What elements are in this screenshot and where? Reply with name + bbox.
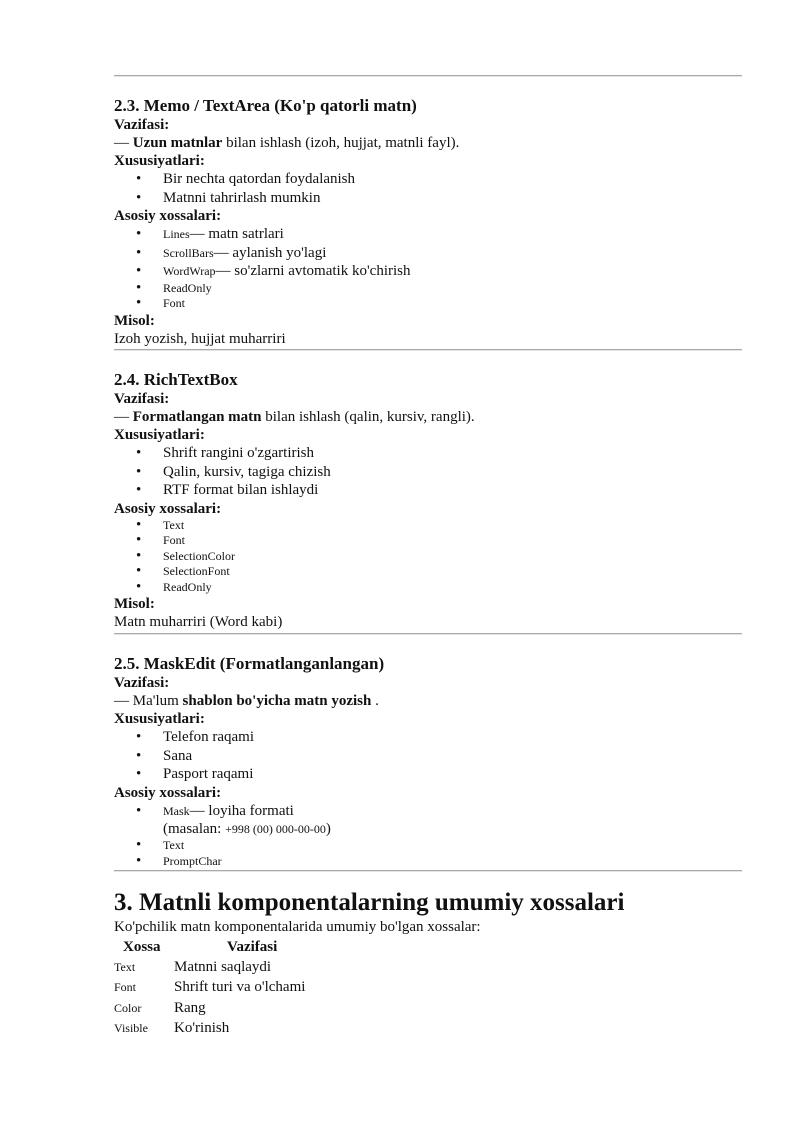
column-header: Xossa xyxy=(123,938,161,955)
section-heading-main: 3. Matnli komponentalarning umumiy xossalari xyxy=(114,889,625,916)
features-list xyxy=(114,170,754,207)
purpose-emphasis: Formatlangan matn xyxy=(132,409,262,425)
purpose-dash: — xyxy=(114,409,133,425)
table-cell: Ko'rinish xyxy=(174,1020,230,1037)
feature-item: • Pasport raqami xyxy=(114,765,754,784)
mask-example-open: (masalan: xyxy=(163,821,226,837)
purpose-label: Vazifasi: xyxy=(114,117,170,133)
property-description: — loyiha formati xyxy=(189,802,294,819)
section-heading: 2.5. MaskEdit (Formatlanganlangan) xyxy=(114,654,385,673)
purpose-text xyxy=(114,408,754,426)
property-item: • Text xyxy=(114,838,754,854)
feature-item: • Matnni tahrirlash mumkin xyxy=(114,189,754,208)
example-text: Izoh yozish, hujjat muharriri xyxy=(114,330,286,347)
purpose-text xyxy=(114,134,754,152)
property-item xyxy=(114,262,754,281)
mask-example-close: ) xyxy=(325,821,331,837)
table-cell: Text xyxy=(114,959,136,974)
example-label: Misol: xyxy=(114,596,155,612)
column-header: Vazifasi xyxy=(227,938,278,955)
example-label: Misol: xyxy=(114,312,155,329)
property-name: ScrollBars xyxy=(163,245,214,260)
properties-label: Asosiy xossalari: xyxy=(114,500,222,517)
features-label: Xususiyatlari: xyxy=(114,153,205,169)
property-name: Lines xyxy=(163,227,190,241)
property-item xyxy=(114,244,754,263)
properties-list xyxy=(114,225,754,312)
table-row xyxy=(114,1019,305,1040)
feature-item: • Qalin, kursiv, tagiga chizish xyxy=(114,463,754,482)
mask-example xyxy=(163,820,754,838)
horizontal-rule xyxy=(114,349,742,351)
horizontal-rule xyxy=(114,633,742,635)
table-row xyxy=(114,957,305,978)
properties-label: Asosiy xossalari: xyxy=(114,208,222,224)
table-cell: Shrift turi va o'lchami xyxy=(174,979,306,996)
table-row xyxy=(114,978,305,999)
mask-example-value: +998 (00) 000-00-00 xyxy=(225,822,326,836)
properties-label: Asosiy xossalari: xyxy=(114,784,222,801)
section-maskedit xyxy=(114,654,754,869)
property-description: — aylanish yo'lagi xyxy=(213,244,327,261)
property-item: • Text xyxy=(114,518,754,534)
section-heading: 2.4. RichTextBox xyxy=(114,370,238,389)
section-common-properties xyxy=(114,918,754,1039)
purpose-rest: bilan ishlash (qalin, kursiv, rangli). xyxy=(261,409,475,425)
table-cell: Matnni saqlaydi xyxy=(174,958,272,975)
features-list xyxy=(114,728,754,784)
section-memo-textarea xyxy=(114,96,754,348)
example-text: Matn muharriri (Word kabi) xyxy=(114,614,283,630)
property-item: • ReadOnly xyxy=(114,580,754,596)
features-list xyxy=(114,444,754,500)
feature-item: • Sana xyxy=(114,747,754,766)
properties-table xyxy=(114,937,305,1039)
purpose-rest: bilan ishlash (izoh, hujjat, matnli fayl). xyxy=(222,135,460,151)
properties-list xyxy=(114,802,754,870)
feature-item: • Shrift rangini o'zgartirish xyxy=(114,444,754,463)
purpose-emphasis: Uzun matnlar xyxy=(132,135,223,151)
table-row xyxy=(114,998,305,1019)
table-header-row xyxy=(114,937,305,957)
table-cell: Font xyxy=(114,980,137,995)
property-item: • SelectionFont xyxy=(114,564,754,580)
property-item: • Font xyxy=(114,296,754,312)
purpose-emphasis: shablon bo'yicha matn yozish xyxy=(182,693,372,709)
table-cell: Color xyxy=(114,1000,142,1015)
property-description: — matn satrlari xyxy=(189,226,284,242)
table-cell: Visible xyxy=(114,1021,148,1036)
purpose-text xyxy=(114,692,754,710)
purpose-prefix: — Ma'lum xyxy=(114,693,183,709)
property-item xyxy=(114,225,754,244)
features-label: Xususiyatlari: xyxy=(114,427,205,443)
table-cell: Rang xyxy=(174,999,206,1016)
purpose-label: Vazifasi: xyxy=(114,391,170,407)
section-intro: Ko'pchilik matn komponentalarida umumiy bo'lgan xossalar: xyxy=(114,919,481,935)
feature-item: • Bir nechta qatordan foydalanish xyxy=(114,170,754,189)
property-name: Mask xyxy=(163,803,190,818)
feature-item: • RTF format bilan ishlaydi xyxy=(114,481,754,500)
purpose-rest: . xyxy=(371,693,379,709)
property-item: • Font xyxy=(114,533,754,549)
property-name: WordWrap xyxy=(163,264,216,278)
property-item: • ReadOnly xyxy=(114,281,754,297)
property-item: • PromptChar xyxy=(114,854,754,870)
property-description: — so'zlarni avtomatik ko'chirish xyxy=(215,263,411,279)
horizontal-rule xyxy=(114,75,742,77)
properties-list xyxy=(114,518,754,596)
section-heading: 2.3. Memo / TextArea (Ko'p qatorli matn) xyxy=(114,96,417,115)
feature-item: • Telefon raqami xyxy=(114,728,754,747)
purpose-dash: — xyxy=(114,135,133,151)
property-item xyxy=(114,802,754,839)
purpose-label: Vazifasi: xyxy=(114,675,170,691)
section-richtextbox xyxy=(114,370,754,631)
property-item: • SelectionColor xyxy=(114,549,754,565)
horizontal-rule xyxy=(114,870,742,872)
features-label: Xususiyatlari: xyxy=(114,711,205,727)
